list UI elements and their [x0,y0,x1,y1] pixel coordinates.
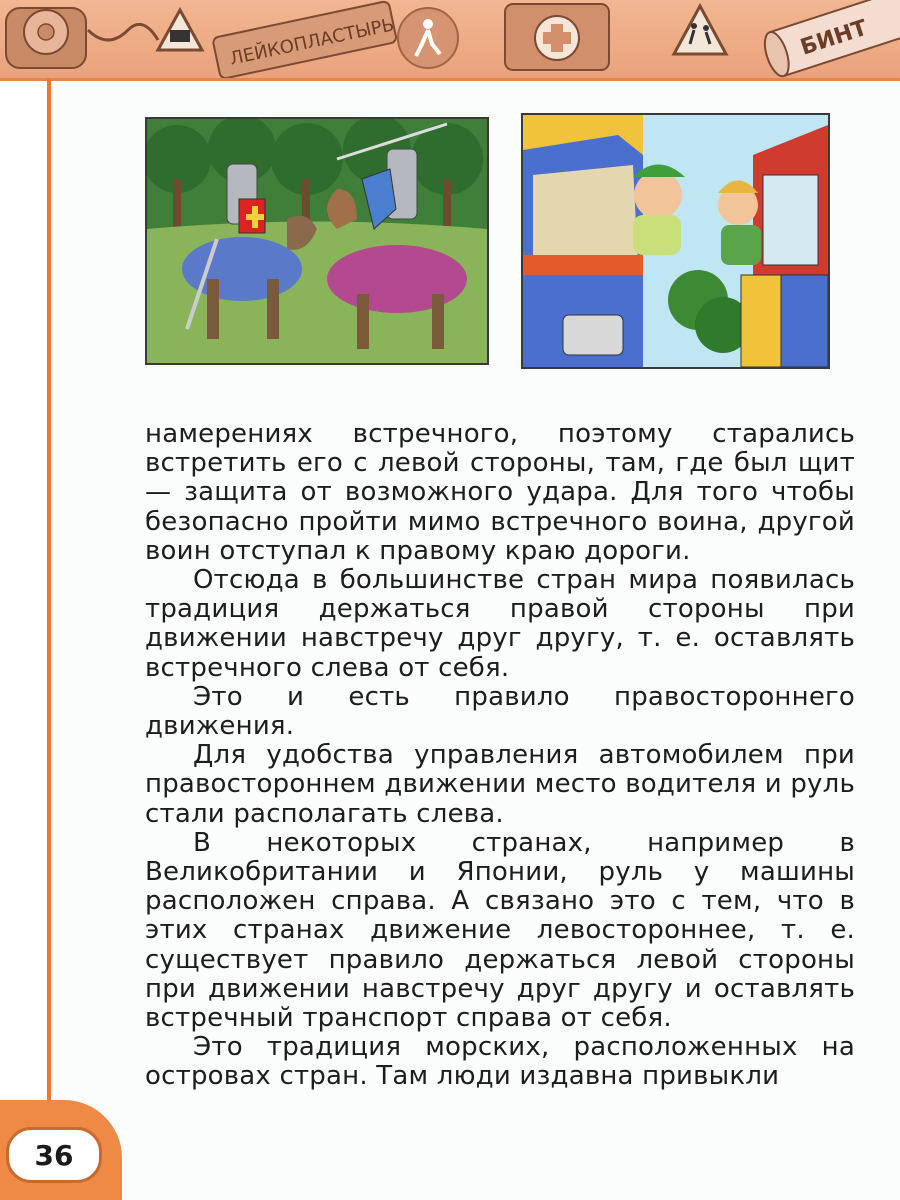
paragraph-6: Это традиция морских, расположенных на островах стран. Там люди издавна привыкли [145,1032,855,1092]
body-text [145,420,855,1092]
paragraph-5: В некоторых странах, например в Великобритании и Японии, руль у машины расположен справа. А связано это с тем, что в этих странах движение левостороннее, т. е. существует правило держаться левой стороны при движении навстречу друг другу и оставлять встречный транспорт справа от себя. [145,827,855,1034]
page-number: 36 [34,1138,74,1172]
paragraph-2: Отсюда в большинстве стран мира появилась традиция держаться правой стороны при движении навстречу друг другу, т. е. оставлять встречного слева от себя. [145,565,855,683]
plaster-label: ЛЕЙКОПЛАСТЫРЬ [227,14,396,70]
knights-illustration [145,117,489,365]
drivers-illustration [521,113,830,369]
knights-picture [147,119,487,363]
paragraph-1: намерениях встречного, поэтому старались встретить его с левой стороны, там, где был щит — защита от возможного удара. Для того чтобы безопасно пройти мимо встречного воина, другой воин отступал к правому краю дороги. [145,419,855,566]
header-decorations [0,0,900,78]
header-band [0,0,900,81]
bandage-icon [760,0,900,78]
paragraph-4: Для удобства управления автомобилем при правостороннем движении место водителя и руль стали располагать слева. [145,740,855,829]
first-aid-kit-icon [505,4,609,70]
drivers-picture [523,115,828,367]
bandage-label: БИНТ [797,15,871,61]
children-crossing-sign-icon [674,6,726,54]
railway-sign-icon [158,10,202,50]
page-number-pill [6,1127,102,1183]
pedestrian-sign-icon [398,8,458,68]
plaster-icon [212,1,397,78]
paragraph-3: Это и есть правило правостороннего движения. [145,681,855,742]
telephone-icon [6,8,158,68]
margin-rule [47,78,51,1138]
